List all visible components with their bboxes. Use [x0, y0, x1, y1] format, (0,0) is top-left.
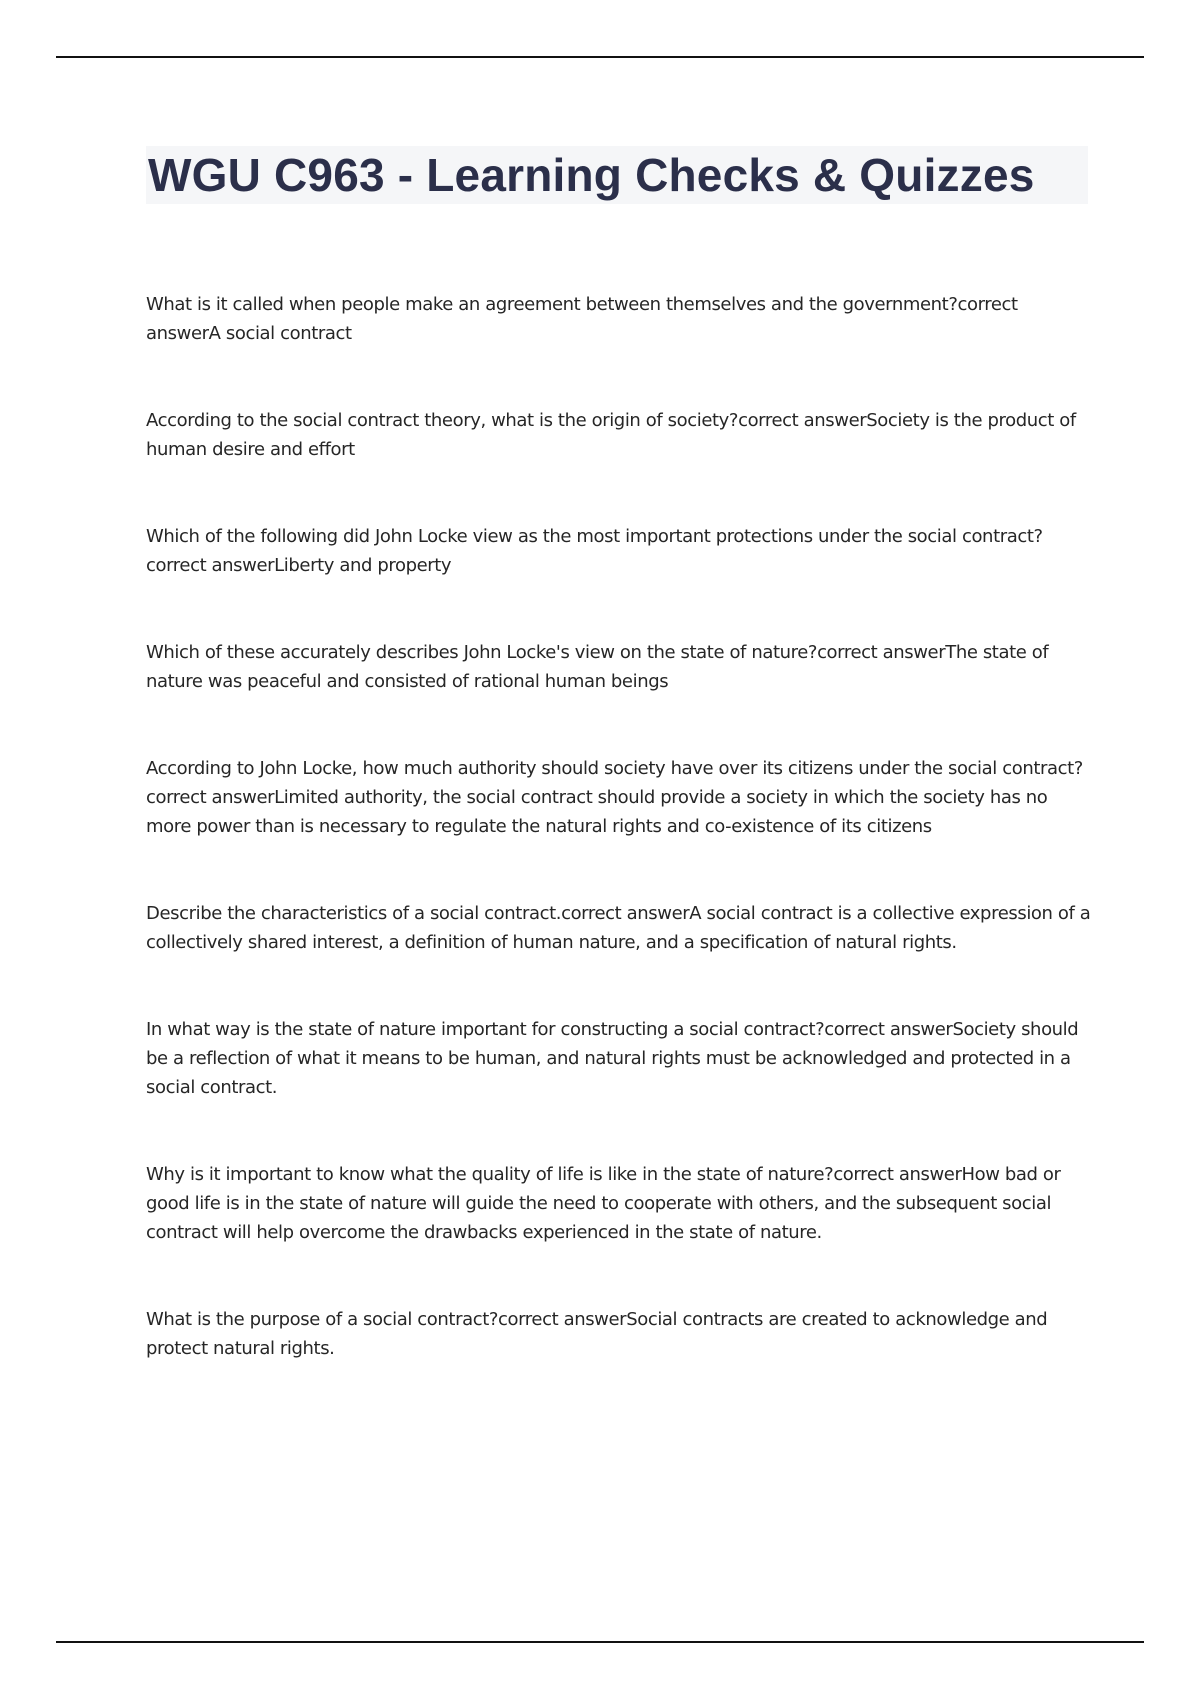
page-title: WGU C963 - Learning Checks & Quizzes [148, 149, 1035, 201]
answer-separator: correct answer [833, 1164, 962, 1185]
qa-item [146, 638, 1096, 696]
answer-text: How bad or good life is in the state of nature will guide the need to cooperate with others, and the subsequent social contract will help overcome the drawbacks experienced in the state of nature. [146, 1164, 1061, 1243]
answer-separator: correct answer [146, 787, 275, 808]
question-text: According to the social contract theory, what is the origin of society? [146, 410, 739, 431]
qa-item [146, 1160, 1096, 1247]
answer-separator: correct answer [817, 642, 946, 663]
answer-separator: correct answer [146, 294, 1018, 344]
top-rule [56, 56, 1144, 58]
title-banner [146, 146, 1088, 204]
question-text: Which of the following did John Locke view as the most important protections under the social contract? [146, 526, 1043, 547]
answer-text: The state of nature was peaceful and consisted of rational human beings [146, 642, 1049, 692]
question-text: According to John Locke, how much authority should society have over its citizens under the social contract? [146, 758, 1083, 779]
answer-text: A social contract is a collective expression of a collectively shared interest, a definition of human nature, and a specification of natural rights. [146, 903, 1091, 953]
answer-separator: correct answer [738, 410, 867, 431]
qa-item [146, 406, 1096, 464]
answer-text: A social contract [208, 323, 352, 344]
question-text: Why is it important to know what the quality of life is like in the state of nature? [146, 1164, 834, 1185]
answer-text: Society is the product of human desire and effort [146, 410, 1076, 460]
answer-text: Society should be a reflection of what it means to be human, and natural rights must be acknowledged and protected in a social contract. [146, 1019, 1079, 1098]
answer-text: Limited authority, the social contract should provide a society in which the society has no more power than is necessary to regulate the natural rights and co-existence of its citizens [146, 787, 1048, 837]
question-text: What is the purpose of a social contract? [146, 1309, 499, 1330]
answer-separator: correct answer [498, 1309, 627, 1330]
qa-item [146, 1305, 1096, 1363]
qa-item [146, 899, 1096, 957]
answer-separator: correct answer [824, 1019, 953, 1040]
answer-separator: correct answer [561, 903, 690, 924]
answer-text: Liberty and property [274, 555, 452, 576]
qa-item [146, 290, 1096, 348]
bottom-rule [56, 1641, 1144, 1643]
question-text: In what way is the state of nature important for constructing a social contract? [146, 1019, 825, 1040]
question-text: What is it called when people make an agreement between themselves and the government? [146, 294, 958, 315]
answer-text: Social contracts are created to acknowledge and protect natural rights. [146, 1309, 1048, 1359]
qa-item [146, 754, 1096, 841]
question-text: Which of these accurately describes John Locke's view on the state of nature? [146, 642, 818, 663]
answer-separator: correct answer [146, 555, 275, 576]
qa-item [146, 522, 1096, 580]
question-text: Describe the characteristics of a social contract. [146, 903, 562, 924]
qa-item [146, 1015, 1096, 1102]
qa-list [146, 290, 1096, 1363]
